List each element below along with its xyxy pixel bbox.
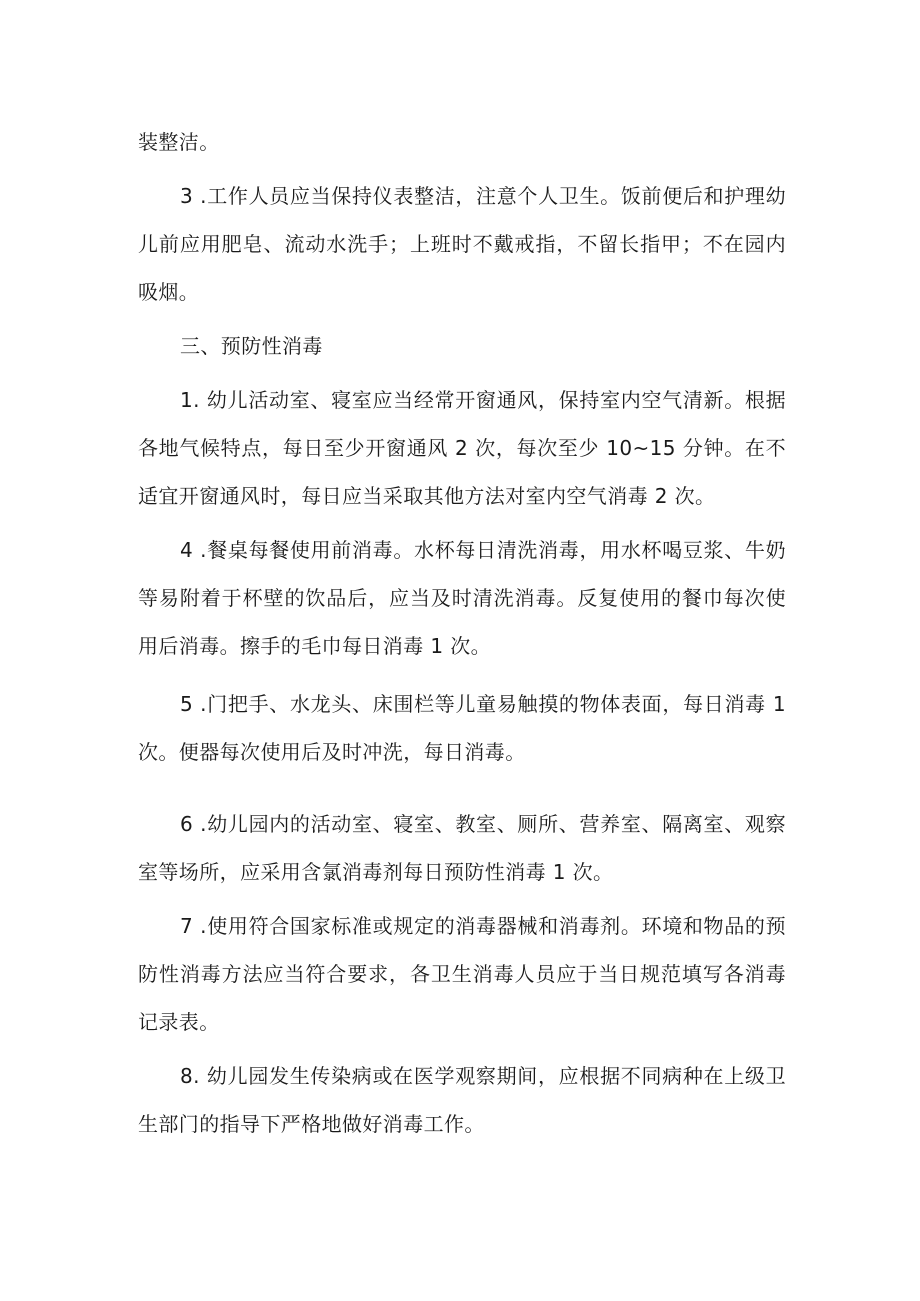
paragraph-item-3: 3 .工作人员应当保持仪表整洁，注意个人卫生。饭前便后和护理幼儿前应用肥皂、流动水洗手；上班时不戴戒指，不留长指甲；不在园内吸烟。 <box>138 184 786 304</box>
paragraph-item-7: 7 .使用符合国家标准或规定的消毒器械和消毒剂。环境和物品的预防性消毒方法应当符合要求，各卫生消毒人员应于当日规范填写各消毒记录表。 <box>138 914 786 1034</box>
paragraph-item-5: 5 .门把手、水龙头、床围栏等儿童易触摸的物体表面，每日消毒 1 次。便器每次使用后及时冲洗，每日消毒。 <box>138 692 786 764</box>
section-heading: 三、预防性消毒 <box>180 334 323 358</box>
paragraph-item-1: 1. 幼儿活动室、寝室应当经常开窗通风，保持室内空气清新。根据各地气候特点，每日至少开窗通风 2 次，每次至少 10~15 分钟。在不适宜开窗通风时，每日应当采取其他方法对室内空气消毒 2 次。 <box>138 388 786 508</box>
paragraph-item-4: 4 .餐桌每餐使用前消毒。水杯每日清洗消毒，用水杯喝豆浆、牛奶等易附着于杯壁的饮品后，应当及时清洗消毒。反复使用的餐巾每次使用后消毒。擦手的毛巾每日消毒 1 次。 <box>138 538 786 658</box>
document-body <box>138 118 786 1148</box>
paragraph-continuation: 装整洁。 <box>138 130 220 154</box>
paragraph-item-8: 8. 幼儿园发生传染病或在医学观察期间，应根据不同病种在上级卫生部门的指导下严格地做好消毒工作。 <box>138 1064 786 1136</box>
paragraph-item-6: 6 .幼儿园内的活动室、寝室、教室、厕所、营养室、隔离室、观察室等场所，应采用含氯消毒剂每日预防性消毒 1 次。 <box>138 812 786 884</box>
